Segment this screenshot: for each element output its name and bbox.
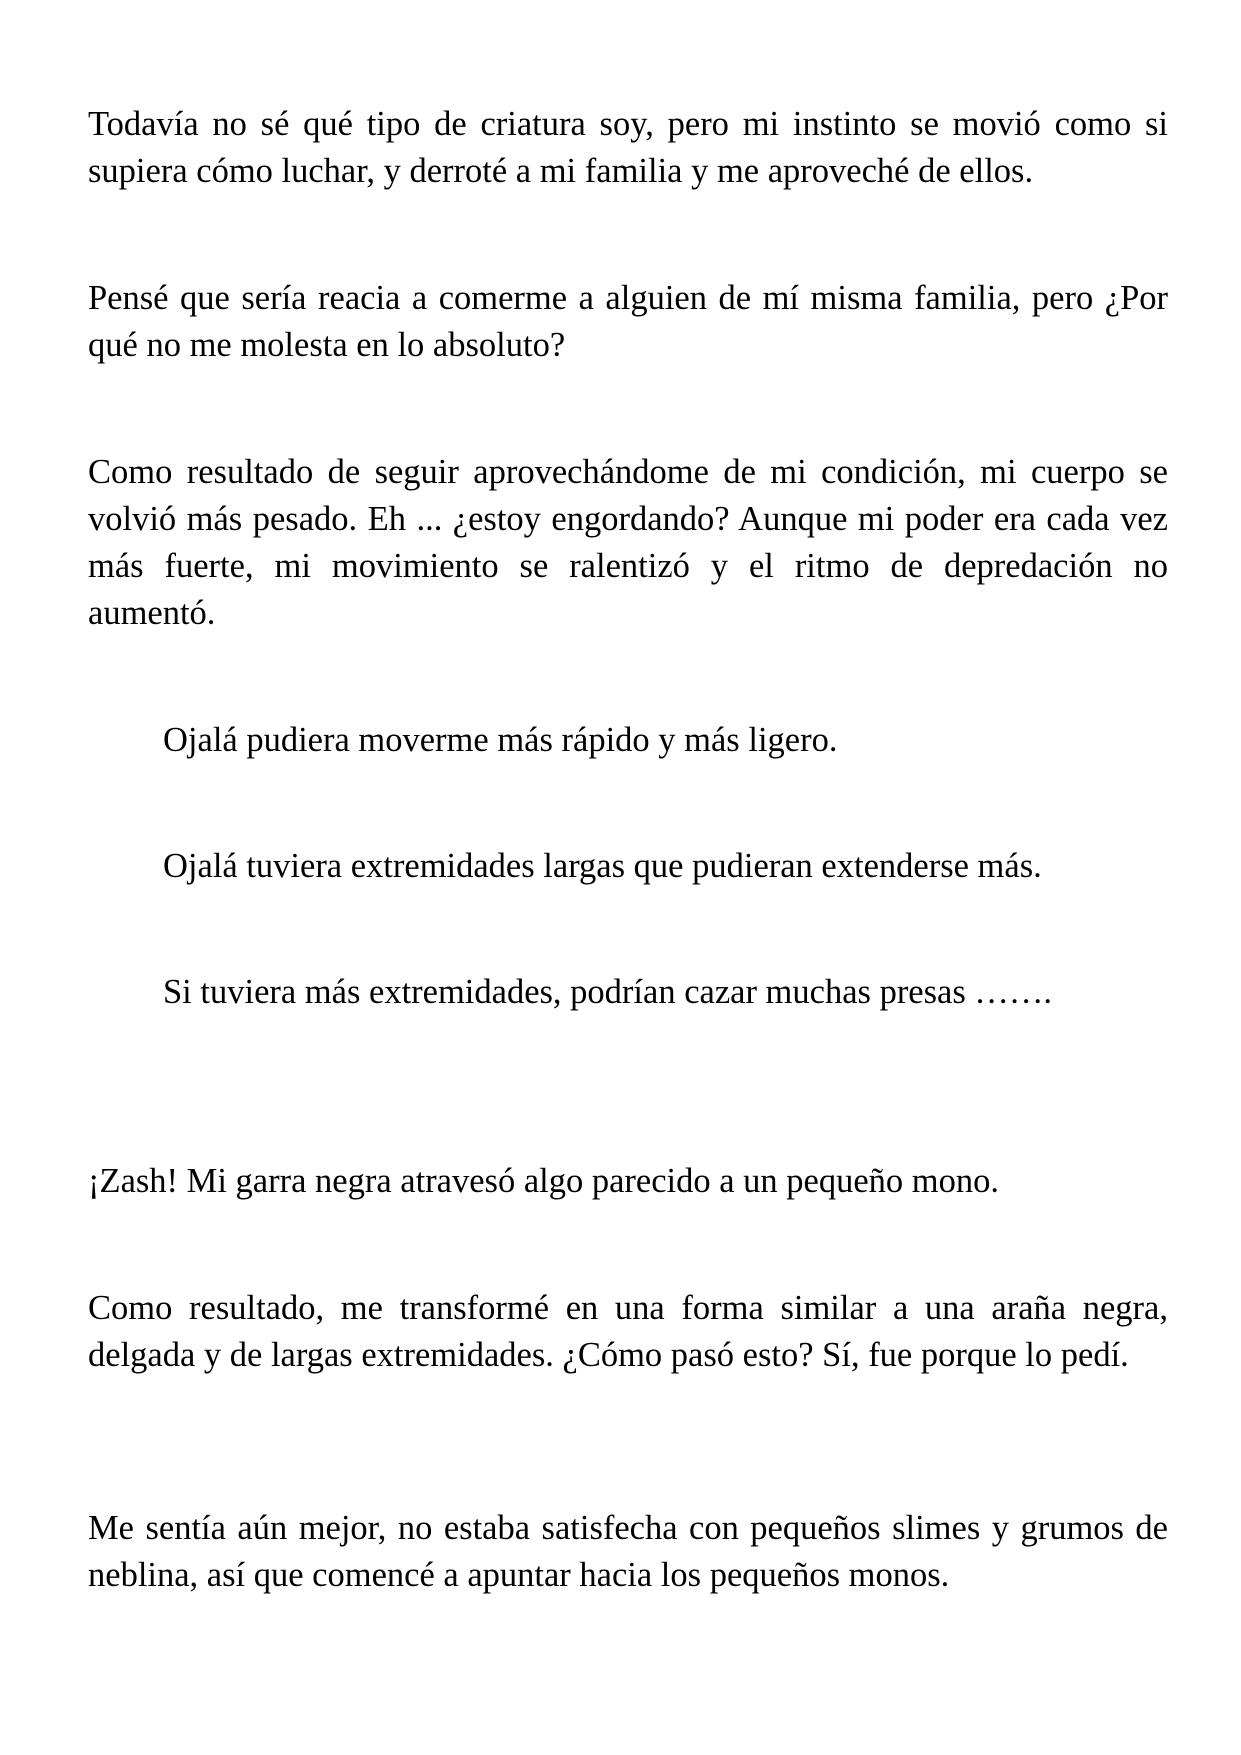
paragraph: Me sentía aún mejor, no estaba satisfecha con pequeños slimes y grumos de neblina, así que comencé a apuntar hacia los pequeños monos. — [88, 1509, 1168, 1594]
paragraph: ¡Zash! Mi garra negra atravesó algo parecido a un pequeño mono. — [88, 1162, 1000, 1200]
paragraph: Pensé que sería reacia a comerme a alguien de mí misma familia, pero ¿Por qué no me molesta en lo absoluto? — [88, 279, 1168, 364]
indented-line: Ojalá tuviera extremidades largas que pudieran extenderse más. — [163, 847, 1042, 885]
paragraph: Como resultado, me transformé en una forma similar a una araña negra, delgada y de largas extremidades. ¿Cómo pasó esto? Sí, fue porque lo pedí. — [88, 1289, 1168, 1374]
paragraph: Como resultado de seguir aprovechándome de mi condición, mi cuerpo se volvió más pesado. Eh ... ¿estoy engordando? Aunque mi poder era cada vez más fuerte, mi movimiento se ralentizó y el ritmo de depredación no aumentó. — [88, 453, 1168, 632]
paragraph: Todavía no sé qué tipo de criatura soy, pero mi instinto se movió como si supiera cómo luchar, y derroté a mi familia y me aproveché de ellos. — [88, 105, 1168, 190]
indented-line: Ojalá pudiera moverme más rápido y más ligero. — [163, 721, 838, 759]
indented-line: Si tuviera más extremidades, podrían cazar muchas presas ……. — [163, 973, 1053, 1011]
